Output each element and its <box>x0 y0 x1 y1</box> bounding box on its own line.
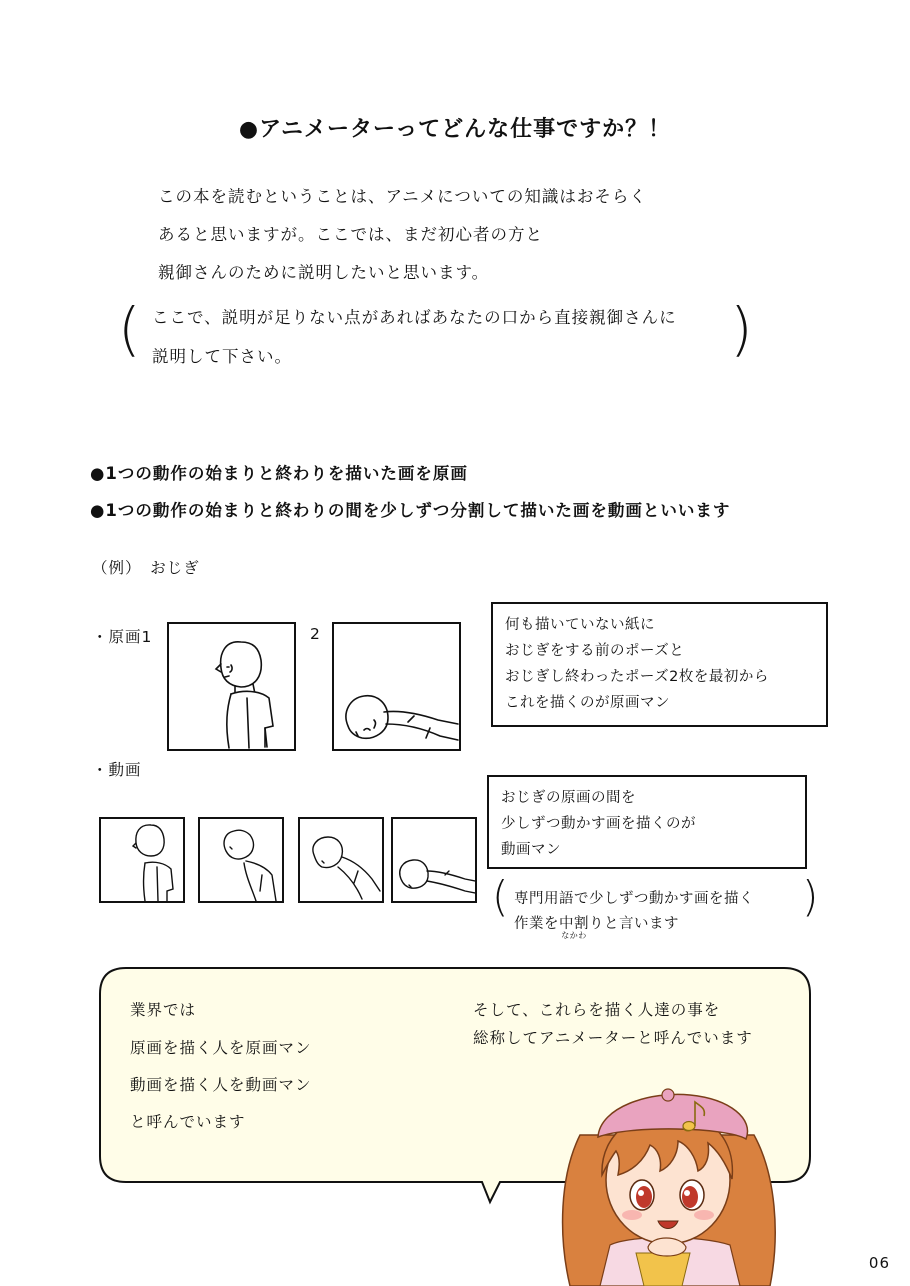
standing-figure-illustration <box>169 624 294 749</box>
genga-label: ・原画1 <box>92 628 153 646</box>
bowing-figure-illustration <box>334 624 459 749</box>
genga-note-line-4: これを描くのが原画マン <box>505 695 670 711</box>
genga-explanation-box <box>491 602 828 727</box>
genga-note-line-2: おじぎをする前のポーズと <box>505 643 685 659</box>
bubble-left-line-3: 動画を描く人を動画マン <box>130 1076 312 1094</box>
eighth-note-icon <box>680 1098 710 1134</box>
parenthetical-line-2: 説明して下さい。 <box>152 347 292 366</box>
bubble-right-line-1: そして、これらを描く人達の事を <box>473 1001 721 1019</box>
genga-note-line-3: おじぎし終わったポーズ2枚を最初から <box>505 669 769 685</box>
example-label: （例） おじぎ <box>92 559 200 577</box>
bubble-left-line-1: 業界では <box>130 1001 197 1019</box>
term-line-2 <box>514 912 679 940</box>
douga-frame-2 <box>198 817 284 903</box>
douga-frame-3 <box>298 817 384 903</box>
term-line-2-after: りと言います <box>589 916 679 932</box>
bullet-douga-definition: ●1つの動作の始まりと終わりの間を少しずつ分割して描いた画を動画といいます <box>90 501 731 520</box>
douga-note-line-2: 少しずつ動かす画を描くのが <box>501 816 696 832</box>
nakawari-word: 中割 なかわ <box>559 916 589 940</box>
page-title: ●アニメーターってどんな仕事ですか？！ <box>238 117 672 142</box>
nakawari-ruby: なかわ <box>561 931 587 940</box>
bullet-genga-definition: ●1つの動作の始まりと終わりを描いた画を原画 <box>90 464 468 483</box>
intro-line-3: 親御さんのために説明したいと思います。 <box>158 263 490 282</box>
douga-label: ・動画 <box>92 761 142 779</box>
bubble-left-line-4: と呼んでいます <box>130 1113 246 1131</box>
term-line-2-before: 作業を <box>514 916 559 932</box>
genga-second-label: 2 <box>310 625 321 643</box>
term-open-paren: ( <box>492 872 509 921</box>
douga-frame-4 <box>391 817 477 903</box>
douga-note-line-3: 動画マン <box>501 842 561 858</box>
open-paren: ( <box>118 295 141 363</box>
page-number: 06 <box>868 1254 890 1272</box>
douga-frame-1 <box>99 817 185 903</box>
genga-frame-2 <box>332 622 461 751</box>
genga-note-line-1: 何も描いていない紙に <box>505 617 655 633</box>
term-close-paren: ) <box>802 872 819 921</box>
term-line-1: 専門用語で少しずつ動かす画を描く <box>514 891 754 907</box>
parenthetical-line-1: ここで、説明が足りない点があればあなたの口から直接親御さんに <box>152 308 677 327</box>
genga-frame-1 <box>167 622 296 751</box>
intro-line-1: この本を読むということは、アニメについての知識はおそらく <box>158 187 647 206</box>
close-paren: ) <box>730 295 753 363</box>
douga-note-line-1: おじぎの原画の間を <box>501 790 636 806</box>
bubble-right-line-2: 総称してアニメーターと呼んでいます <box>473 1029 753 1047</box>
douga-explanation-box <box>487 775 807 869</box>
intro-line-2: あると思いますが。ここでは、まだ初心者の方と <box>158 225 543 244</box>
bubble-left-line-2: 原画を描く人を原画マン <box>130 1039 312 1057</box>
